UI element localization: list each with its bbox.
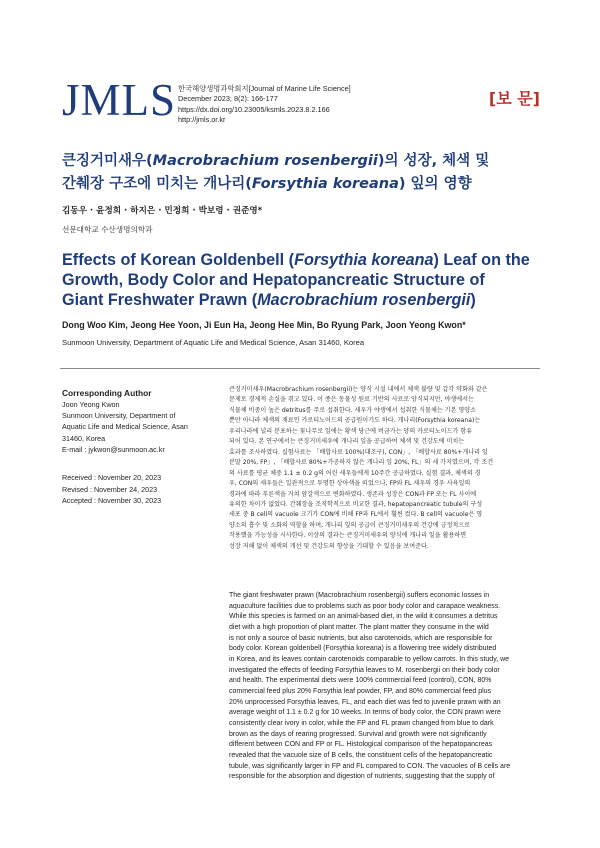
abstract-ko-line: 의 사료를 평균 체중 1.1 ± 0.2 g의 어린 새우들에게 10주간 공급하였다. 실험 결과, 체색의 경 (229, 469, 481, 477)
abstract-en-line: brown as the days of rearing progressed. Survival and growth were not significantly (229, 730, 487, 738)
received-date: Received : November 20, 2023 (62, 473, 162, 483)
korean-title-part: )의 성장, 체색 및 (377, 153, 490, 169)
abstract-ko-line: 경과에 따라 푸른색을 거쳐 암갈색으로 변화하였다. 생존과 성장은 CON과 FP 또는 FL 사이에 (229, 490, 477, 498)
abstract-en-line: different between CON and FP or FL. Histological comparison of the hepatopancreas (229, 741, 493, 749)
abstract-en-line: investigated the effects of feeding Forsythia leaves to M. rosenbergii on their body color (229, 666, 500, 674)
abstract-ko-line: 식물체 비중이 높은 detritus를 주로 섭취한다. 새우가 야생에서 섭취한 식물체는 기본 영양소 (229, 406, 477, 414)
english-title-part: ) Leaf on the (433, 251, 530, 269)
english-affiliation: Sunmoon University, Department of Aquatic Life and Medical Science, Asan 31460, Korea (62, 338, 365, 347)
doi-link[interactable]: https://dx.doi.org/10.23005/ksmls.2023.8.2.166 (178, 104, 330, 114)
abstract-en-line: diet with a high proportion of plant matter. The plant matter they consume in the wild (229, 623, 489, 631)
abstract-ko-line: 양소의 흡수 및 소화의 역할을 하며, 개나리 잎의 공급이 큰징거미새우의 건강에 긍정적으로 (229, 521, 471, 529)
abstract-en-line: consistently clear ivory in color, while the FP and FL prawn changed from blue to dark (229, 719, 494, 727)
korean-title-part: 간췌장 구조에 미치는 개나리( (62, 176, 252, 192)
abstract-en-line: While this species is farmed on an animal-based diet, in the wild it consumes a detritus (229, 613, 498, 621)
section-divider (60, 368, 540, 369)
issue-info: December 2023; 8(2): 166-177 (178, 94, 278, 104)
korean-title-part: 큰징거미새우( (62, 153, 153, 169)
korean-authors: 김동우 · 윤정희 · 하지은 · 민정희 · 박보령 · 권준영* (62, 206, 263, 216)
abstract-ko-line: 되어 있다. 본 연구에서는 큰징거미새우에 개나리 잎을 공급하여 체색 및 건강도에 미치는 (229, 438, 465, 446)
corresponding-line: Aquatic Life and Medical Science, Asan (62, 422, 188, 432)
english-title-species: Macrobrachium rosenbergii (257, 291, 471, 309)
abstract-ko-line: 문제로 경제적 손실을 겪고 있다. 이 종은 동물성 원료 기반의 사료로 양식되지만, 야생에서는 (229, 396, 474, 404)
abstract-en-line: aquaculture facilities due to problems such as poor body color and carapace weakness. (229, 602, 501, 610)
english-title-species: Forsythia koreana (294, 251, 434, 269)
english-abstract (229, 591, 540, 783)
abstract-ko-line: 우리나라에 널리 분포하는 꽃나무로 잎에는 황색 당근에 버금가는 양의 카로티노이드가 함유 (229, 427, 473, 435)
abstract-en-line: in Korea, and its leaves contain carotenoids comparable to yellow carrots. In this study, we (229, 655, 510, 663)
journal-logo: JMLS (62, 75, 177, 125)
abstract-ko-line: 큰징거미새우(Macrobrachium rosenbergii)는 양식 시설 내에서 체색 불량 및 갑각 약화와 같은 (229, 386, 488, 393)
english-title (62, 250, 542, 310)
abstract-ko-line: 뿐만 아니라 체색의 재료인 카로티노이드의 공급원이기도 하다. 개나리(Forsythia koreana)는 (229, 417, 481, 425)
corresponding-heading: Corresponding Author (62, 388, 152, 398)
journal-name: 한국해양생명과학회지[Journal of Marine Life Science] (178, 84, 351, 93)
revised-date: Revised : November 24, 2023 (62, 484, 158, 494)
korean-title-species: Forsythia koreana (251, 176, 399, 192)
abstract-en-line: and health. The experimental diets were 100% commercial feed (control), CON, 80% (229, 677, 492, 685)
korean-title (62, 150, 542, 196)
accepted-date: Accepted : November 30, 2023 (62, 496, 162, 506)
article-dates (62, 472, 212, 507)
journal-info (178, 84, 351, 126)
english-authors: Dong Woo Kim, Jeong Hee Yoon, Ji Eun Ha, Jeong Hee Min, Bo Ryung Park, Joon Yeong Kwon* (62, 320, 466, 330)
corresponding-line: Joon Yeong Kwon (62, 400, 120, 409)
korean-abstract (229, 385, 540, 552)
abstract-ko-line: 성장 저해 없이 체색의 개선 및 건강도의 향상을 기대할 수 있음을 보여준다. (229, 542, 429, 550)
abstract-ko-line: 분말 20%, FP」, 「배합사료 80%+가공하지 않은 개나리 잎 20%, FL」의 세 가지였으며, 각 조건 (229, 459, 494, 467)
korean-title-part: ) 잎의 영향 (398, 176, 472, 192)
abstract-ko-line: 유의한 차이가 없었다. 간췌장을 조직학적으로 비교한 결과, hepatopancreatic tubule의 구성 (229, 500, 483, 508)
corresponding-email[interactable]: E-mail : jykwon@sunmoon.ac.kr (62, 444, 165, 454)
english-title-part: Growth, Body Color and Hepatopancreatic Structure of (62, 271, 485, 289)
abstract-en-line: is not only a source of basic nutrients, but also carotenoids, which are responsible for (229, 634, 493, 642)
abstract-en-line: revealed that the vacuole size of B cells, the constituent cells of the hepatopancreatic (229, 751, 493, 759)
english-title-part: Giant Freshwater Prawn ( (62, 291, 258, 309)
abstract-en-line: tubule, was significantly larger in FP and FL compared to CON. The vacuoles of B cells are (229, 762, 511, 770)
corresponding-line: 31460, Korea (62, 433, 106, 443)
corresponding-author-sidebar (62, 388, 212, 507)
abstract-ko-line: 우, CON의 새우들은 일관적으로 투명한 상아색을 띠었으나, FP와 FL 새우의 경우 사육일의 (229, 480, 471, 488)
abstract-en-line: 20% unprocessed Forsythia leaves, FL, and each diet was fed to juvenile prawn with an (229, 698, 501, 706)
english-title-part: Effects of Korean Goldenbell ( (62, 251, 295, 269)
article-type-label: [보 문] (488, 89, 540, 108)
korean-affiliation: 선문대학교 수산생명의학과 (62, 225, 153, 234)
abstract-en-line: average weight of 1.1 ± 0.2 g for 10 weeks. In terms of body color, the CON prawn were (229, 709, 501, 717)
english-title-part: ) (470, 291, 476, 309)
abstract-ko-line: 작용했을 가능성을 시사한다. 이상의 결과는 큰징거미새우의 양식에 개나리 잎을 활용하면 (229, 532, 467, 540)
abstract-en-line: responsible for the absorption and digestion of nutrients, suggesting that the supply of (229, 773, 495, 781)
abstract-en-line: The giant freshwater prawn (Macrobrachium rosenbergii) suffers economic losses in (229, 592, 490, 599)
corresponding-line: Sunmoon University, Department of (62, 411, 176, 421)
abstract-ko-line: 세포 중 B cell의 vacuole 크기가 CON에 비해 FP과 FL에서 훨씬 컸다. B cell의 vacuole은 영 (229, 511, 483, 519)
abstract-en-line: body color. Korean goldenbell (Forsythia koreana) is a flowering tree widely distributed (229, 645, 497, 653)
journal-url[interactable]: http://jmls.or.kr (178, 115, 226, 125)
korean-title-species: Macrobrachium rosenbergii (152, 153, 378, 169)
abstract-en-line: commercial feed plus 20% Forsythia leaf powder, FP, and 80% commercial feed plus (229, 687, 492, 695)
abstract-ko-line: 효과를 조사하였다. 실험사료는 「배합사료 100%(대조구), CON」, 「배합사료 80%+개나리 잎 (229, 448, 488, 456)
